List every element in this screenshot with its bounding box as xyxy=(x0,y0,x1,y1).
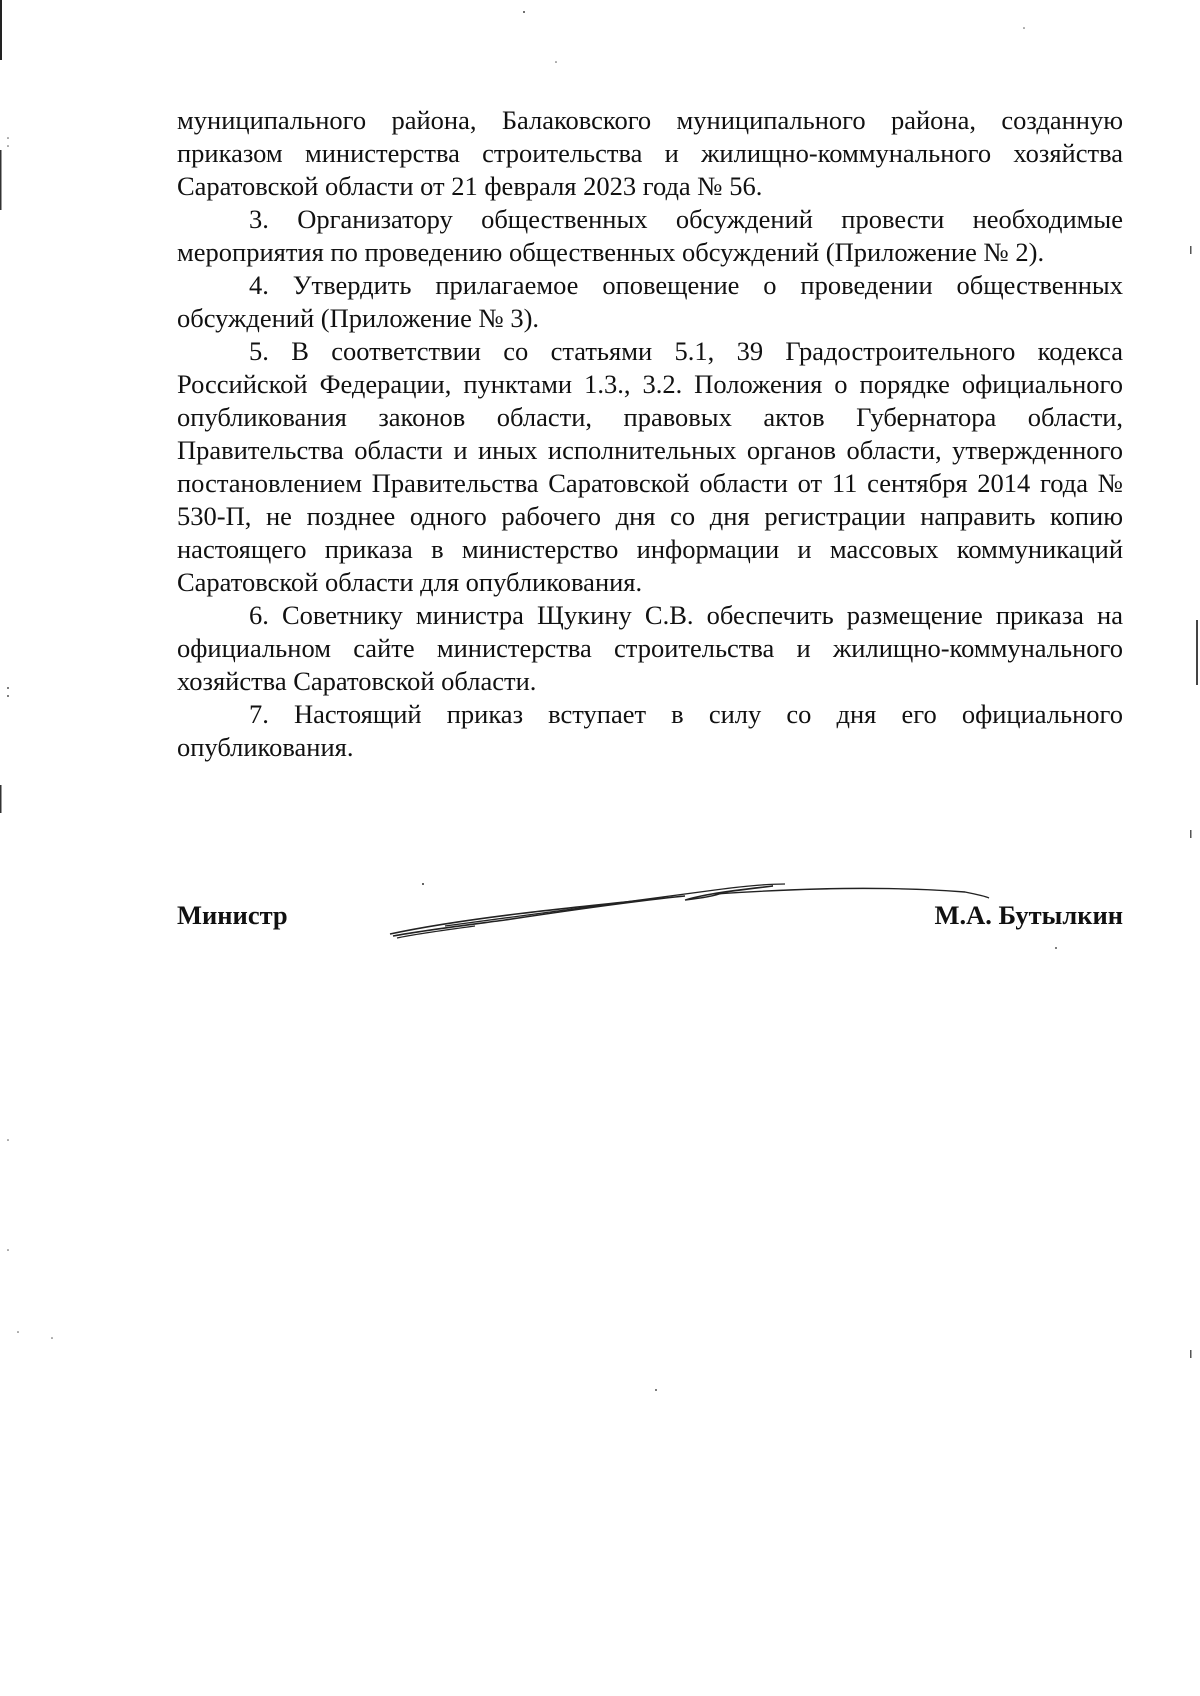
item-3: 3. Организатору общественных обсуждений провести необходимые мероприятия по проведению общественных обсуждений (Приложение № 2). xyxy=(177,204,1123,267)
document-body xyxy=(177,104,1123,764)
item-4: 4. Утвердить прилагаемое оповещение о проведении общественных обсуждений (Приложение № 3). xyxy=(177,270,1123,333)
item-6: 6. Советнику министра Щукину С.В. обеспечить размещение приказа на официальном сайте министерства строительства и жилищно-коммунального хозяйства Саратовской области. xyxy=(177,600,1123,696)
signer-name: М.А. Бутылкин xyxy=(934,900,1123,930)
signature-row xyxy=(177,900,1123,940)
item-5: 5. В соответствии со статьями 5.1, 39 Градостроительного кодекса Российской Федерации, пунктами 1.3., 3.2. Положения о порядке официального опубликования законов области, правовых актов Губернатора области, Правительства области и иных исполнительных органов области, утвержденного постановлением Правительства Саратовской области от 11 сентября 2014 года № 530-П, не позднее одного рабочего дня со дня регистрации направить копию настоящего приказа в министерство информации и массовых коммуникаций Саратовской области для опубликования. xyxy=(177,336,1123,597)
signer-title: Министр xyxy=(177,900,288,930)
item-7: 7. Настоящий приказ вступает в силу со дня его официального опубликования. xyxy=(177,699,1123,762)
continuation-paragraph: муниципального района, Балаковского муниципального района, созданную приказом министерства строительства и жилищно-коммунального хозяйства Саратовской области от 21 февраля 2023 года № 56. xyxy=(177,105,1123,201)
